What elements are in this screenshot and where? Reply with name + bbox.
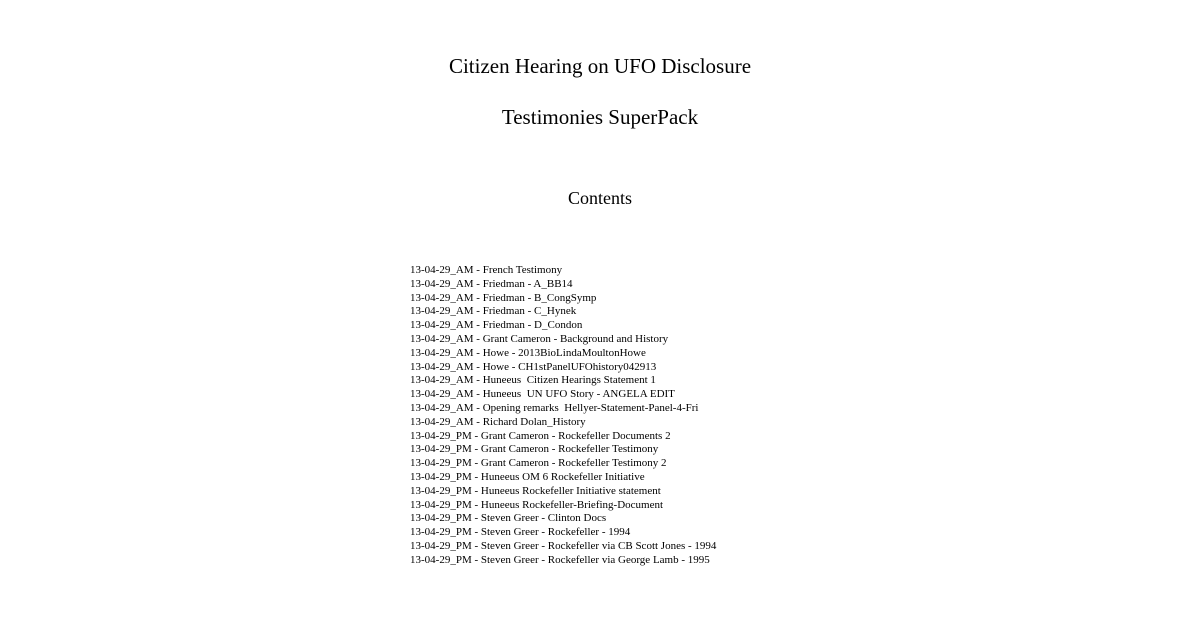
toc-entry: 13-04-29_PM - Huneeus OM 6 Rockefeller Initiative [410,470,645,483]
toc-entry: 13-04-29_AM - Opening remarks Hellyer-Statement-Panel-4-Fri [410,401,699,414]
toc-entry: 13-04-29_PM - Grant Cameron - Rockefeller Testimony 2 [410,457,667,470]
toc-entry: 13-04-29_PM - Huneeus Rockefeller Initiative statement [410,484,661,497]
contents-heading: Contents [567,188,632,208]
toc-entry: 13-04-29_PM - Steven Greer - Rockefeller via CB Scott Jones - 1994 [410,539,717,552]
document-subtitle: Testimonies SuperPack [501,105,699,129]
toc-entry: 13-04-29_AM - Friedman - D_Condon [410,319,583,332]
toc-entry: 13-04-29_PM - Huneeus Rockefeller-Briefing-Document [410,498,664,511]
toc-entry: 13-04-29_AM - Howe - CH1stPanelUFOhistory042913 [410,360,657,373]
document-title: Citizen Hearing on UFO Disclosure [448,54,752,78]
toc-entry: 13-04-29_PM - Grant Cameron - Rockefeller Documents 2 [410,429,671,442]
toc-entry: 13-04-29_AM - Friedman - C_Hynek [410,305,577,318]
toc-entry: 13-04-29_AM - Huneeus Citizen Hearings Statement 1 [410,374,656,387]
toc-entry: 13-04-29_AM - Howe - 2013BioLindaMoultonHowe [410,346,646,359]
toc-entry: 13-04-29_AM - Richard Dolan_History [410,415,586,428]
toc-entry: 13-04-29_AM - Grant Cameron - Background and History [410,332,669,345]
table-of-contents [410,264,716,568]
toc-entry: 13-04-29_AM - Friedman - A_BB14 [410,277,573,290]
toc-entry: 13-04-29_PM - Grant Cameron - Rockefeller Testimony [410,443,659,456]
toc-entry: 13-04-29_AM - Huneeus UN UFO Story - ANGELA EDIT [410,388,675,401]
toc-entry: 13-04-29_AM - Friedman - B_CongSymp [410,291,597,304]
toc-entry: 13-04-29_AM - French Testimony [410,264,563,276]
toc-entry: 13-04-29_PM - Steven Greer - Clinton Docs [410,512,607,525]
toc-entry: 13-04-29_PM - Steven Greer - Rockefeller via George Lamb - 1995 [410,553,710,566]
toc-entry: 13-04-29_PM - Steven Greer - Rockefeller - 1994 [410,526,631,539]
